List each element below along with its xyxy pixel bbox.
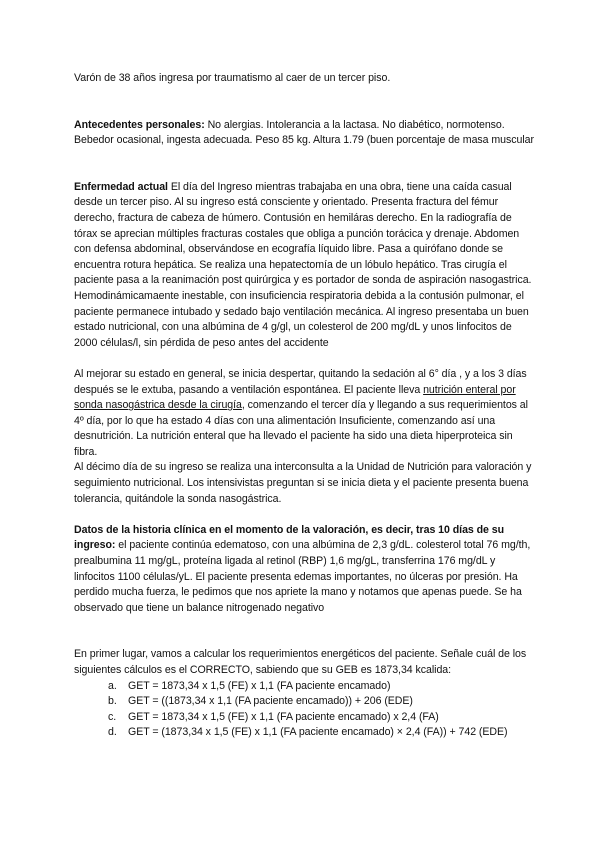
option-text: GET = 1873,34 x 1,5 (FE) x 1,1 (FA paciente encamado) x 2,4 (FA) xyxy=(128,710,439,723)
option-d xyxy=(108,725,536,741)
antecedentes-text: No alergias. Intolerancia a la lactasa. No diabético, normotenso. Bebedor ocasional, ingesta adecuada. Peso 85 kg. Altura 1.79 (buen porcentaje de masa muscular xyxy=(74,118,534,147)
datos-paragraph xyxy=(74,523,536,617)
antecedentes-paragraph xyxy=(74,118,536,149)
evolucion-text-1: Al mejorar su estado en general, se inicia despertar, quitando la sedación al 6° día , y a los 3 días después se le extuba, pasando a ventilación espontánea. El paciente lleva xyxy=(74,367,527,396)
option-b xyxy=(108,694,536,710)
option-text: GET = (1873,34 x 1,5 (FE) x 1,1 (FA paciente encamado) × 2,4 (FA)) + 742 (EDE) xyxy=(128,726,508,739)
datos-heading: Datos de la historia clínica en el momento de la valoración, es decir, tras 10 días de su ingreso: xyxy=(74,523,505,552)
datos-text: el paciente continúa edematoso, con una albúmina de 2,3 g/dL. colesterol total 76 mg/th, prealbumina 11 mg/gL, proteína ligada al retinol (RBP) 1,6 mg/gL, transferrina 176 mg/dL y linfocitos 1100 células/yL. El paciente presenta edemas importantes, no úlceras por presión. Ha perdido mucha fuerza, le pedimos que nos apriete la mano y notamos que apenas puede. Se ha observado que tiene un balance nitrogenado negativo xyxy=(74,539,531,614)
evolucion-text-2: , comenzando el tercer día y llegando a sus requerimientos al 4º día, por lo que ha estado 4 días con una alimentación Insuficiente, comenzando así una desnutrición. La nutrición enteral que ha llevado el paciente ha sido una dieta hiperproteica sin fibra. xyxy=(74,399,528,458)
evolucion-paragraph xyxy=(74,367,536,461)
enfermedad-heading: Enfermedad actual xyxy=(74,180,168,193)
answer-options xyxy=(74,679,536,741)
question-text: En primer lugar, vamos a calcular los requerimientos energéticos del paciente. Señale cuál de los siguientes cálculos es el CORRECTO, sabiendo que su GEB es 1873,34 kcalida: xyxy=(74,648,527,676)
option-a xyxy=(108,679,536,695)
enfermedad-text: El día del Ingreso mientras trabajaba en una obra, tiene una caída casual desde un tercer piso. Al su ingreso está consciente y orientado. Presenta fractura del fémur derecho, fractura de cabeza de húmero. Contusión en hemiláras derecho. En la radiografía de tórax se aprecian múltiples fracturas costales que obliga a punción torácica y drenaje. Abdomen con defensa abdominal, observándose en ecografía líquido libre. Pasa a quirófano donde se encuentra rotura hepática. Se realiza una hepatectomía de un lóbulo hepático. Tras cirugía el paciente pasa a la reanimación post quirúrgica y es portador de sonda de aspiración nasogastrica. Hemodinámicamaente inestable, con insuficiencia respiratoria debida a la contusión pulmonar, el paciente permanece intubado y sedado bajo ventilación mecánica. Al ingreso presentaba un buen estado nutricional, con una albúmina de 4 g/gl, un colesterol de 200 mg/dL y unos linfocitos de 2000 células/l, sin pérdida de peso antes del accidente xyxy=(74,180,532,349)
option-text: GET = 1873,34 x 1,5 (FE) x 1,1 (FA paciente encamado) xyxy=(128,679,391,692)
antecedentes-heading: Antecedentes personales: xyxy=(74,118,205,131)
option-letter: d. xyxy=(108,726,117,739)
option-text: GET = ((1873,34 x 1,1 (FA paciente encamado)) + 206 (EDE) xyxy=(128,695,413,708)
option-c xyxy=(108,710,536,726)
option-letter: a. xyxy=(108,679,117,692)
enfermedad-paragraph xyxy=(74,180,536,352)
option-letter: c. xyxy=(108,710,117,723)
option-letter: b. xyxy=(108,695,117,708)
document-page xyxy=(74,71,536,741)
intro-paragraph: Varón de 38 años ingresa por traumatismo al caer de un tercer piso. xyxy=(74,72,391,84)
enteral-nutrition-underline: nutrición enteral por sonda nasogástrica desde la cirugía xyxy=(74,383,516,412)
interconsulta-paragraph: Al décimo día de su ingreso se realiza una interconsulta a la Unidad de Nutrición para valoración y seguimiento nutricional. Los intensivistas preguntan si se inicia dieta y el paciente presenta buena tolerancia, quitándole la sonda nasogástrica. xyxy=(74,461,532,505)
